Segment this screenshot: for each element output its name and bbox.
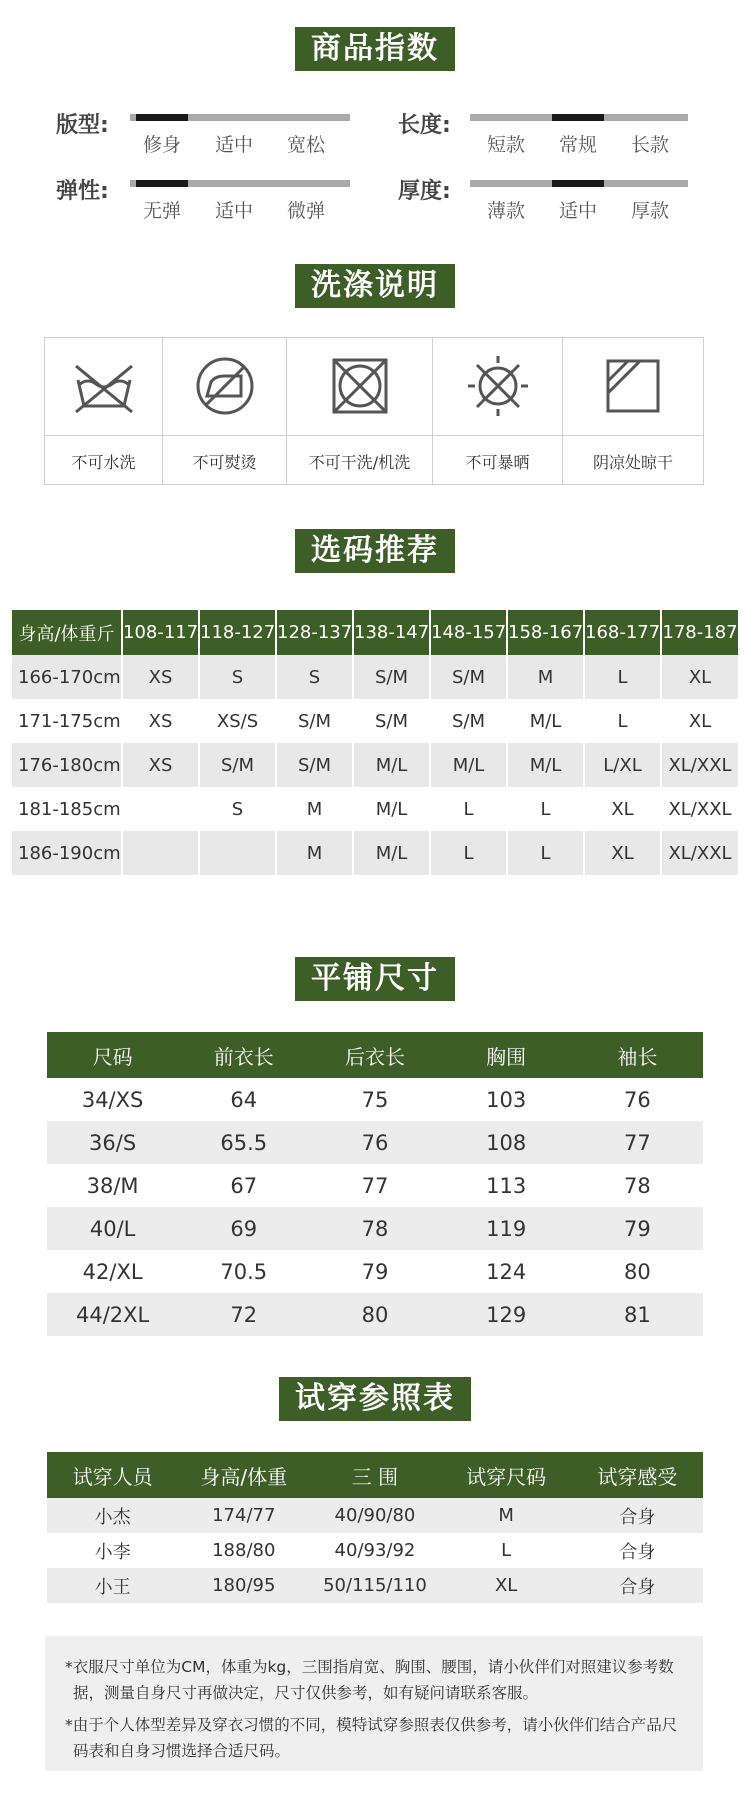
- index-track: [470, 180, 688, 187]
- table-cell: 38/M: [86, 1173, 139, 1198]
- index-option: 微弹: [286, 200, 326, 222]
- wash-label: 不可熨烫: [192, 453, 257, 472]
- index-label: 弹性:: [56, 179, 109, 204]
- table-cell: S: [199, 655, 276, 699]
- no-sun-icon: [458, 348, 538, 424]
- index-option: 适中: [214, 134, 254, 156]
- wash-item: [433, 338, 563, 484]
- table-header-cell: 尺码: [47, 1032, 178, 1078]
- table-cell: L: [430, 787, 507, 831]
- table-cell: M/L: [353, 743, 430, 787]
- table-cell: 64: [230, 1087, 258, 1112]
- table-cell: XL: [584, 787, 661, 831]
- no-dryclean-machine-icon: [320, 348, 400, 424]
- table-header-cell: 138-147: [353, 610, 430, 655]
- index-label: 版型:: [56, 113, 109, 138]
- table-cell: XS/S: [199, 699, 276, 743]
- size-recommendation-table: [12, 610, 738, 875]
- table-header-cell: 袖长: [572, 1032, 703, 1078]
- note-text: *衣服尺寸单位为CM，体重为kg，三围指肩宽、胸围、腰围，请小伙伴们对照建议参考数据，测量自身尺寸再做决定，尺寸仅供参考，如有疑问请联系客服。: [65, 1658, 674, 1702]
- table-cell: L/XL: [584, 743, 661, 787]
- table-header-cell: 168-177: [584, 610, 661, 655]
- table-row: [47, 1533, 703, 1568]
- tryon-reference-table: [47, 1452, 703, 1603]
- table-cell: L: [501, 1540, 512, 1561]
- note-text: *由于个人体型差异及穿衣习惯的不同，模特试穿参照表仅供参考，请小伙伴们结合产品尺码表和自身习惯选择合适尺码。: [65, 1716, 678, 1760]
- table-cell: XS: [122, 699, 199, 743]
- index-row: [398, 174, 718, 234]
- table-cell: L: [584, 699, 661, 743]
- table-row: [47, 1498, 703, 1533]
- index-option: 无弹: [142, 200, 182, 222]
- table-cell: M/L: [430, 743, 507, 787]
- wash-label: 不可水洗: [71, 453, 136, 472]
- table-header-cell: 试穿感受: [572, 1452, 703, 1498]
- index-track: [130, 114, 350, 121]
- index-option: 长款: [630, 134, 670, 156]
- table-cell: M/L: [507, 699, 584, 743]
- table-header-cell: 108-117: [122, 610, 199, 655]
- index-option: 短款: [486, 134, 526, 156]
- wash-item: [287, 338, 433, 484]
- table-row: [12, 699, 738, 743]
- table-header-cell: 118-127: [199, 610, 276, 655]
- table-cell: 合身: [619, 1541, 656, 1563]
- table-cell: 合身: [572, 1568, 703, 1603]
- table-cell: 80: [309, 1293, 440, 1336]
- flat-section-title: 平铺尺寸: [295, 957, 455, 1001]
- table-cell: 34/XS: [81, 1087, 144, 1112]
- table-cell: 78: [624, 1173, 651, 1198]
- index-row: [56, 108, 376, 168]
- table-cell: 166-170cm: [12, 655, 122, 699]
- table-cell: [122, 787, 199, 831]
- index-option: 薄款: [486, 200, 526, 222]
- table-cell: 70.5: [220, 1259, 268, 1284]
- table-cell: 77: [572, 1121, 703, 1164]
- no-wash-icon: [64, 348, 144, 424]
- table-cell: 113: [486, 1173, 527, 1198]
- table-cell: 69: [178, 1207, 309, 1250]
- index-option: 常规: [558, 134, 598, 156]
- table-cell: L: [584, 655, 661, 699]
- table-cell: S: [199, 787, 276, 831]
- table-cell: XL: [584, 831, 661, 875]
- table-cell: XL/XXL: [661, 743, 738, 787]
- table-cell: M/L: [507, 743, 584, 787]
- wash-label: 不可暴晒: [465, 453, 530, 472]
- table-cell: 40/L: [47, 1207, 178, 1250]
- index-row: [398, 108, 718, 168]
- table-cell: 176-180cm: [12, 743, 122, 787]
- table-cell: XL: [688, 710, 712, 732]
- table-row: [47, 1250, 703, 1293]
- table-cell: 186-190cm: [12, 831, 122, 875]
- table-cell: 36/S: [47, 1121, 178, 1164]
- wash-label: 不可干洗/机洗: [308, 453, 411, 472]
- table-header-cell: 158-167: [507, 610, 584, 655]
- table-cell: 小李: [94, 1541, 131, 1563]
- table-cell: [199, 831, 276, 875]
- index-label: 厚度:: [398, 179, 451, 204]
- table-row: [47, 1568, 703, 1603]
- table-cell: 75: [361, 1087, 389, 1112]
- table-cell: 小杰: [47, 1498, 178, 1533]
- index-option: 厚款: [630, 200, 670, 222]
- table-cell: 119: [441, 1207, 572, 1250]
- index-option: 修身: [142, 134, 182, 156]
- index-track: [470, 114, 688, 121]
- index-marker: [136, 180, 188, 187]
- index-track: [130, 180, 350, 187]
- table-row: [12, 743, 738, 787]
- table-row: [12, 655, 738, 699]
- table-row: [12, 831, 738, 875]
- table-row: [47, 1207, 703, 1250]
- index-option: 适中: [214, 200, 254, 222]
- no-iron-icon: [185, 348, 265, 424]
- shade-dry-icon: [593, 348, 673, 424]
- table-cell: 67: [230, 1173, 258, 1198]
- wash-label: 阴凉处晾干: [592, 453, 673, 472]
- table-row: [47, 1293, 703, 1336]
- table-cell: 76: [624, 1087, 651, 1112]
- table-cell: 50/115/110: [309, 1568, 440, 1603]
- table-cell: XL/XXL: [668, 798, 732, 820]
- wash-instructions: [44, 337, 704, 485]
- wash-item: [563, 338, 703, 484]
- table-header-cell: 148-157: [430, 610, 507, 655]
- table-cell: S/M: [353, 699, 430, 743]
- table-cell: S/M: [353, 655, 430, 699]
- table-cell: 79: [361, 1259, 389, 1284]
- table-cell: S/M: [430, 699, 507, 743]
- index-section-title: 商品指数: [295, 27, 455, 71]
- table-cell: S/M: [276, 699, 353, 743]
- table-header-cell: 身高/体重斤: [12, 610, 122, 655]
- table-cell: 174/77: [178, 1498, 309, 1533]
- table-cell: XL: [441, 1568, 572, 1603]
- table-cell: 42/XL: [82, 1259, 143, 1284]
- table-cell: 171-175cm: [12, 699, 122, 743]
- table-cell: 72: [178, 1293, 309, 1336]
- table-header-cell: 三 围: [309, 1452, 440, 1498]
- index-label: 长度:: [398, 113, 451, 138]
- index-option: 适中: [558, 200, 598, 222]
- table-cell: 79: [572, 1207, 703, 1250]
- table-cell: L: [507, 787, 584, 831]
- table-cell: M: [507, 655, 584, 699]
- table-cell: XL: [661, 655, 738, 699]
- table-cell: 180/95: [178, 1568, 309, 1603]
- table-cell: 40/90/80: [309, 1498, 440, 1533]
- table-cell: S: [276, 655, 353, 699]
- table-cell: 小王: [47, 1568, 178, 1603]
- size-notes: [45, 1636, 703, 1771]
- table-cell: 124: [486, 1259, 527, 1284]
- table-cell: M: [276, 787, 353, 831]
- table-cell: 80: [624, 1259, 651, 1284]
- table-cell: 76: [309, 1121, 440, 1164]
- table-cell: S/M: [276, 743, 353, 787]
- table-cell: M/L: [353, 787, 430, 831]
- table-header-cell: 身高/体重: [178, 1452, 309, 1498]
- table-header-cell: 178-187: [661, 610, 738, 655]
- table-cell: 103: [486, 1087, 527, 1112]
- wash-item: [163, 338, 287, 484]
- flat-size-table: [47, 1032, 703, 1336]
- table-header-cell: 胸围: [441, 1032, 572, 1078]
- table-cell: 129: [441, 1293, 572, 1336]
- table-cell: XS: [122, 743, 199, 787]
- table-cell: 65.5: [178, 1121, 309, 1164]
- table-row: [47, 1164, 703, 1207]
- table-cell: M/L: [353, 831, 430, 875]
- index-option: 宽松: [286, 134, 326, 156]
- table-cell: 78: [309, 1207, 440, 1250]
- table-cell: L: [430, 831, 507, 875]
- table-cell: 108: [441, 1121, 572, 1164]
- table-cell: S/M: [199, 743, 276, 787]
- table-cell: 181-185cm: [12, 787, 122, 831]
- index-row: [56, 174, 376, 234]
- table-header-cell: 前衣长: [178, 1032, 309, 1078]
- table-cell: 81: [572, 1293, 703, 1336]
- tryon-section-title: 试穿参照表: [279, 1377, 471, 1421]
- table-cell: XL/XXL: [661, 831, 738, 875]
- table-cell: 合身: [572, 1498, 703, 1533]
- table-cell: L: [507, 831, 584, 875]
- table-cell: 188/80: [212, 1540, 276, 1561]
- index-marker: [136, 114, 188, 121]
- table-row: [12, 787, 738, 831]
- index-marker: [552, 180, 604, 187]
- table-row: [47, 1121, 703, 1164]
- table-cell: M: [276, 831, 353, 875]
- index-marker: [552, 114, 604, 121]
- table-header-cell: 试穿人员: [47, 1452, 178, 1498]
- size-section-title: 选码推荐: [295, 529, 455, 573]
- table-header-cell: 试穿尺码: [441, 1452, 572, 1498]
- table-cell: XS: [122, 655, 199, 699]
- table-cell: [122, 831, 199, 875]
- table-cell: 77: [361, 1173, 389, 1198]
- table-cell: M: [441, 1498, 572, 1533]
- table-header-cell: 128-137: [276, 610, 353, 655]
- table-header-cell: 后衣长: [309, 1032, 440, 1078]
- wash-item: [45, 338, 163, 484]
- table-row: [47, 1078, 703, 1121]
- wash-section-title: 洗涤说明: [295, 264, 455, 308]
- table-cell: S/M: [430, 655, 507, 699]
- table-cell: 40/93/92: [334, 1540, 416, 1561]
- table-cell: 44/2XL: [47, 1293, 178, 1336]
